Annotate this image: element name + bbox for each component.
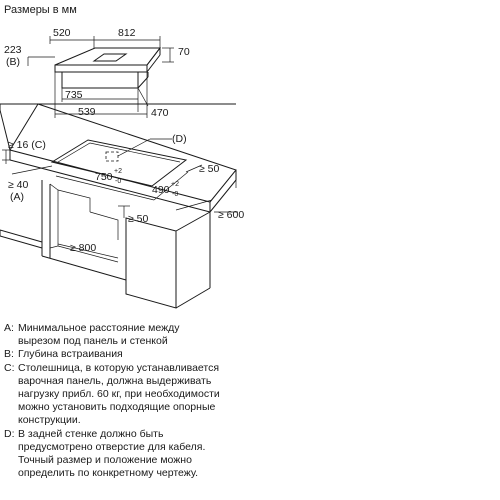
note-line: нагрузку прибл. 60 кг, при необходимости — [18, 388, 220, 401]
dim-750: 750 — [95, 171, 113, 183]
dim-520: 520 — [53, 27, 71, 39]
dim-750-tol-plus: +2 — [114, 168, 122, 175]
note-line: определить по конкретному чертежу. — [18, 467, 199, 480]
dim-735: 735 — [65, 89, 83, 101]
note-text — [18, 348, 496, 361]
note-line: Столешница, в которую устанавливается — [18, 361, 220, 374]
note-line: вырезом под панель и стенкой — [18, 335, 168, 348]
dim-490-tol-minus: -0 — [172, 191, 179, 198]
dim-490-tol-plus: +2 — [171, 181, 179, 188]
diagram-title: Размеры в мм — [4, 4, 77, 16]
note-line: Глубина встраивания — [18, 348, 123, 361]
note-letter: B: — [4, 348, 14, 361]
note-line: Минимальное расстояние между — [18, 322, 180, 334]
note-text — [18, 362, 496, 428]
dim-ge16-c: ≥ 16 (C) — [8, 139, 46, 151]
hob-drawing — [55, 48, 160, 88]
label-b: (B) — [6, 56, 20, 68]
note-text — [18, 428, 496, 481]
note-a — [4, 322, 496, 348]
note-c — [4, 362, 496, 428]
dim-750-tol-minus: -0 — [115, 178, 122, 185]
note-line: можно установить подходящие опорные — [18, 401, 216, 414]
hob-dimensions — [4, 27, 190, 119]
note-b — [4, 348, 496, 361]
dim-470: 470 — [151, 107, 169, 119]
label-d: (D) — [172, 133, 187, 145]
note-line: конструкции. — [18, 414, 81, 427]
note-d — [4, 428, 496, 481]
worktop-dimensions — [2, 133, 244, 258]
note-line: Точный размер и положение можно — [18, 454, 192, 467]
dim-223: 223 — [4, 44, 22, 56]
dim-70: 70 — [178, 46, 190, 58]
note-line: варочная панель, должна выдерживать — [18, 374, 212, 387]
dim-490: 490 — [152, 184, 170, 196]
dim-ge50-top: ≥ 50 — [199, 163, 220, 175]
note-letter: C: — [4, 361, 15, 374]
dim-ge50-mid: ≥ 50 — [128, 213, 149, 225]
note-letter: A: — [4, 322, 14, 334]
note-line: В задней стенке должно быть — [18, 427, 164, 440]
dim-ge600: ≥ 600 — [218, 209, 245, 221]
notes-list — [4, 322, 496, 480]
dim-ge800: ≥ 800 — [70, 242, 97, 254]
dim-812: 812 — [118, 27, 136, 39]
label-a: (A) — [10, 191, 24, 203]
dim-539: 539 — [78, 106, 96, 118]
note-line: предусмотрено отверстие для кабеля. — [18, 440, 206, 453]
note-letter: D: — [4, 427, 15, 440]
dim-ge40: ≥ 40 — [8, 179, 29, 191]
note-text — [18, 322, 496, 348]
